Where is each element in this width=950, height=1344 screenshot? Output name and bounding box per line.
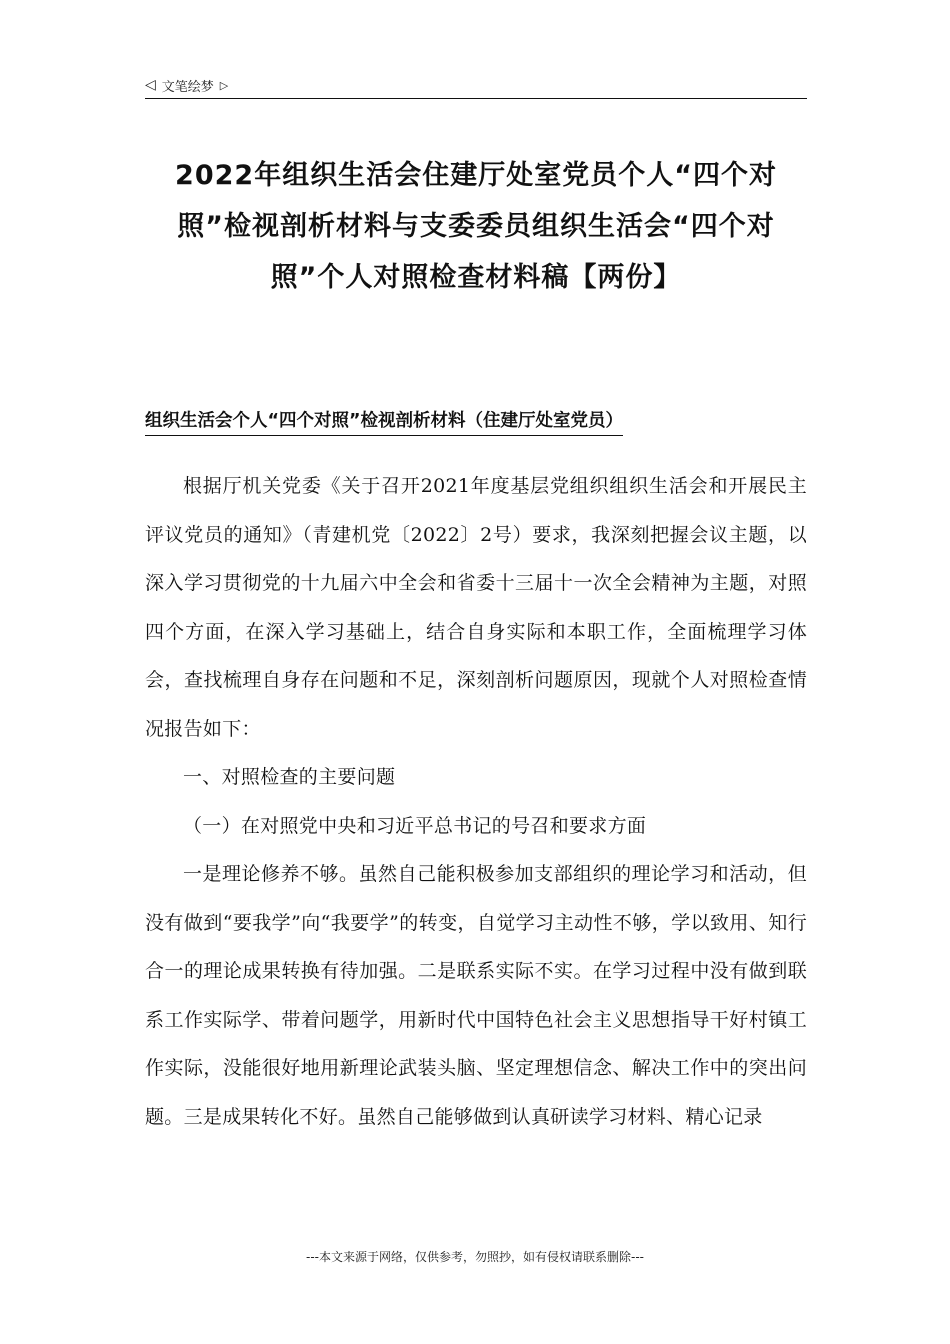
triangle-left-icon: ◁ [145,77,156,93]
subsection-heading: （一）在对照党中央和习近平总书记的号召和要求方面 [183,814,647,837]
body-paragraph: 一是理论修养不够。虽然自己能积极参加支部组织的理论学习和活动，但没有做到“要我学”向“我要学”的转变，自觉学习主动性不够，学以致用、知行合一的理论成果转换有待加强。二是联系实际不实。在学习过程中没有做到联系工作实际学、带着问题学，用新时代中国特色社会主义思想指导干好村镇工作实际，没能很好地用新理论武装头脑、坚定理想信念、解决工作中的突出问题。三是成果转化不好。虽然自己能够做到认真研读学习材料、精心记录 [145,863,807,1128]
header-brand: 文笔绘梦 [161,79,214,95]
header-divider [145,98,807,99]
document-title: 2022年组织生活会住建厅处室党员个人“四个对照”检视剖析材料与支委委员组织生活会“四个对照”个人对照检查材料稿【两份】 [175,160,777,293]
intro-paragraph: 根据厅机关党委《关于召开2021年度基层党组织组织生活会和开展民主评议党员的通知》（青建机党〔2022〕2号）要求，我深刻把握会议主题，以深入学习贯彻党的十九届六中全会和省委十三届十一次全会精神为主题，对照四个方面，在深入学习基础上，结合自身实际和本职工作，全面梳理学习体会，查找梳理自身存在问题和不足，深刻剖析问题原因，现就个人对照检查情况报告如下： [145,475,807,740]
page-footer: ---本文来源于网络，仅供参考，勿照抄，如有侵权请联系删除--- [306,1250,644,1264]
page-header [145,72,807,98]
document-body [145,462,807,1141]
triangle-right-icon: ▷ [219,78,229,92]
section-heading: 一、对照检查的主要问题 [183,766,396,788]
section-subtitle: 组织生活会个人“四个对照”检视剖析材料（住建厅处室党员） [145,408,623,436]
